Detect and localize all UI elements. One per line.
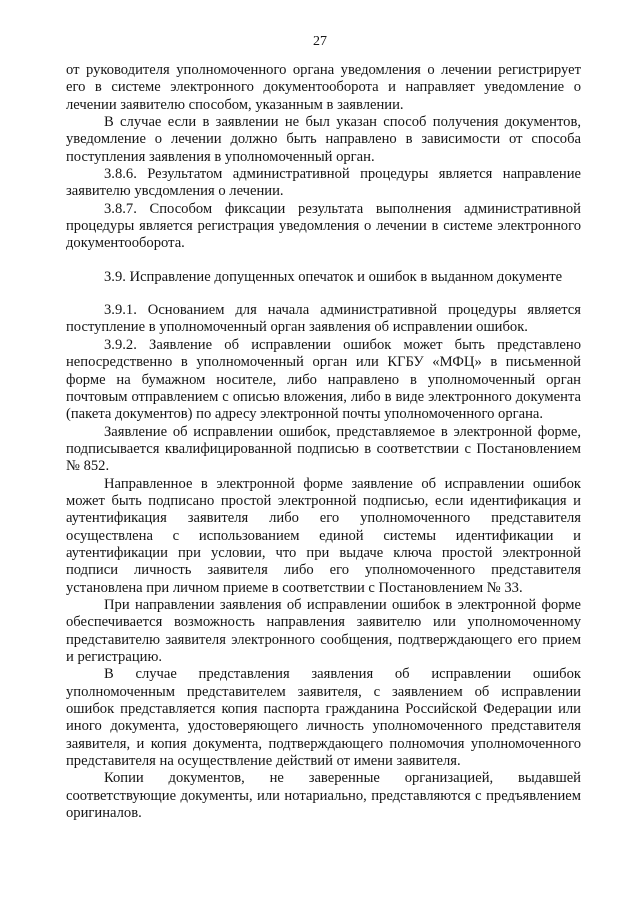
paragraph-simple-signature: Направленное в электронной форме заявление об исправлении ошибок может быть подписано простой электронной подписью, если идентификация и аутентификация заявителя либо его уполномоченного представителя осуществлена с использованием единой системы идентификации и аутентификации при условии, что при выдаче ключа простой электронной подписи личность заявителя либо его уполномоченного представителя установлена при личном приеме в соответствии с Постановлением № 33. [66, 475, 581, 596]
section-spacer [66, 253, 581, 269]
paragraph-delivery-method: В случае если в заявлении не был указан способ получения документов, уведомление о лечении должно быть направлено в зависимости от способа поступления заявления в уполномоченный орган. [66, 114, 581, 165]
paragraph-3-8-7: 3.8.7. Способом фиксации результата выполнения административной процедуры является регистрация уведомления о лечении в системе электронного документооборота. [66, 200, 581, 252]
paragraph-representative: В случае представления заявления об исправлении ошибок уполномоченным представителем заявителя, с заявлением об исправлении ошибок представляется копия паспорта гражданина Российской Федерации или иного документа, удостоверяющего личность уполномоченного представителя заявителя, и копия документа, подтверждающего полномочия уполномоченного представителя на осуществление действий от имени заявителя. [66, 666, 581, 770]
paragraph-continuation: от руководителя уполномоченного органа уведомления о лечении регистрирует его в системе электронного документооборота и направляет уведомление о лечении заявителю способом, указанным в заявлении. [66, 62, 581, 113]
document-body [66, 62, 581, 822]
paragraph-3-8-6: 3.8.6. Результатом административной процедуры является направление заявителю увсдомления о лечении. [66, 166, 581, 200]
paragraph-confirmation-message: При направлении заявления об исправлении ошибок в электронной форме обеспечивается возможность направления заявителю или уполномоченному представителю заявителя электронного сообщения, подтверждающего его прием и регистрацию. [66, 596, 581, 665]
paragraph-copies: Копии документов, не заверенные организацией, выдавшей соответствующие документы, или нотариально, представляются с предъявлением оригиналов. [66, 770, 581, 822]
paragraph-3-9-1: 3.9.1. Основанием для начала административной процедуры является поступление в уполномоченный орган заявления об исправлении ошибок. [66, 302, 581, 336]
paragraph-3-9-2: 3.9.2. Заявление об исправлении ошибок может быть представлено непосредственно в уполномоченный орган или КГБУ «МФЦ» в письменной форме на бумажном носителе, либо направлено в уполномоченный орган почтовым отправлением с описью вложения, либо в виде электронного документа (пакета документов) по адресу электронной почты уполномоченного органа. [66, 336, 581, 423]
page-number: 27 [313, 34, 327, 49]
section-heading-3-9: 3.9. Исправление допущенных опечаток и ошибок в выданном документе [104, 268, 563, 285]
paragraph-electronic-signature: Заявление об исправлении ошибок, представляемое в электронной форме, подписывается квалифицированной подписью в соответствии с Постановлением № 852. [66, 423, 581, 475]
section-spacer [66, 286, 581, 302]
